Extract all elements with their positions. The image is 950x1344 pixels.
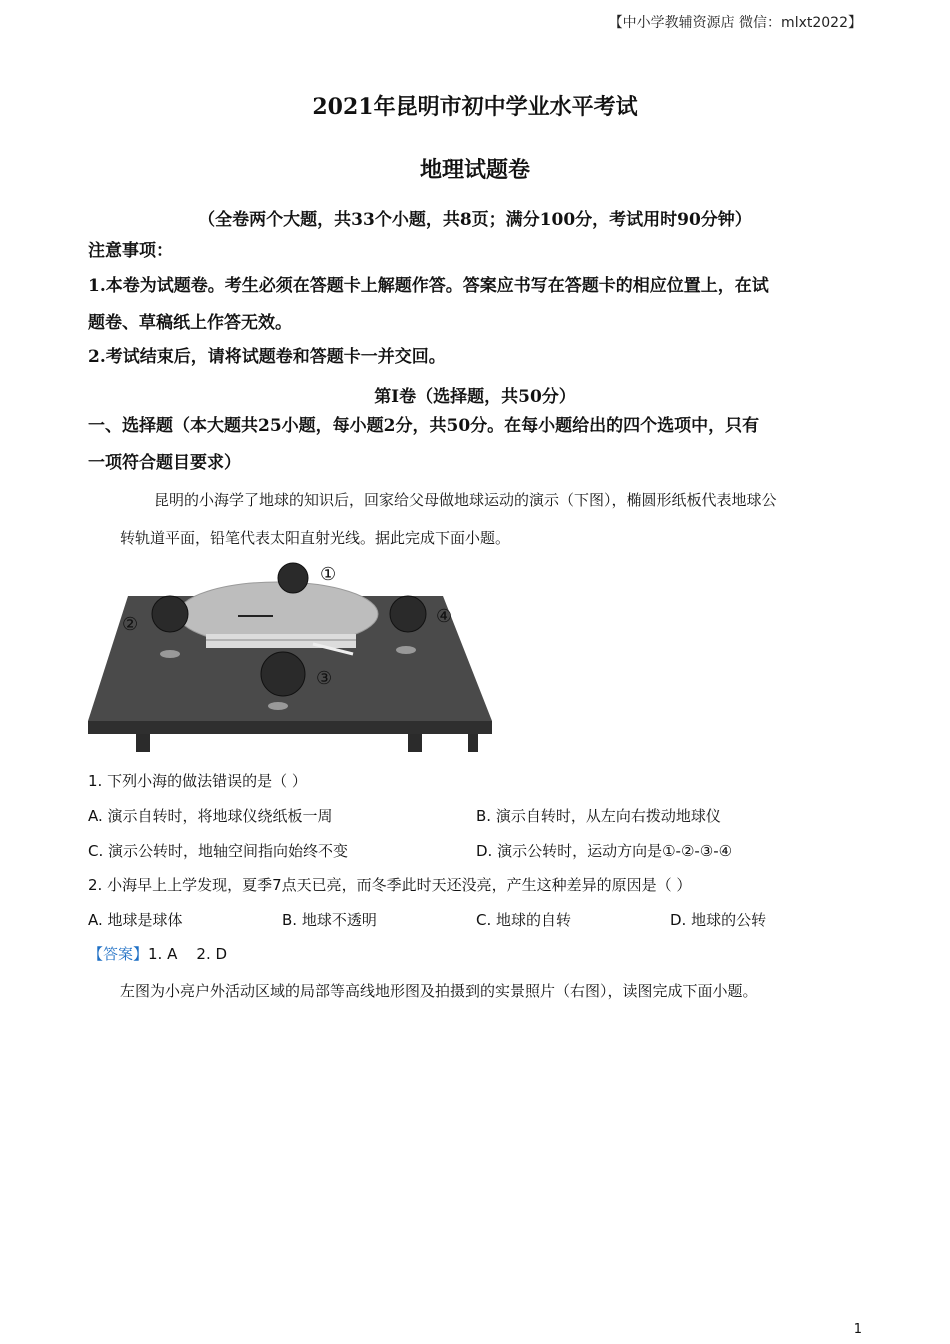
question-2-stem: 2. 小海早上上学发现，夏季7点天已亮，而冬季此时天还没亮，产生这种差异的原因是（ ）	[88, 876, 692, 894]
notice-item-2: 2.考试结束后，请将试题卷和答题卡一并交回。	[88, 347, 446, 367]
intro-line-1: 昆明的小海学了地球的知识后，回家给父母做地球运动的演示（下图），椭圆形纸板代表地球公	[154, 491, 777, 509]
question-2-option-d: D. 地球的公转	[670, 911, 767, 929]
part1-title: 第Ⅰ卷（选择题，共50分）	[374, 387, 576, 407]
question-1-stem: 1. 下列小海的做法错误的是（ ）	[88, 772, 307, 790]
question-1-option-c: C. 演示公转时，地轴空间指向始终不变	[88, 842, 349, 860]
exam-title: 2021年昆明市初中学业水平考试	[312, 94, 638, 120]
section1-line-2: 一项符合题目要求）	[88, 453, 241, 473]
page-number: 1	[853, 1322, 862, 1337]
intro-line-2: 转轨道平面，铅笔代表太阳直射光线。据此完成下面小题。	[120, 529, 511, 547]
figure-label-1: ①	[320, 564, 337, 585]
question-1-option-d: D. 演示公转时，运动方向是①-②-③-④	[476, 842, 733, 860]
orbit-demo-photo	[88, 556, 492, 752]
notice-item-1-line-1: 1.本卷为试题卷。考生必须在答题卡上解题作答。答案应书写在答题卡的相应位置上，在试	[88, 276, 769, 296]
figure-label-2: ②	[122, 614, 139, 635]
question-1-option-b: B. 演示自转时，从左向右拨动地球仪	[476, 807, 721, 825]
exam-subtitle: 地理试题卷	[419, 157, 530, 183]
figure-label-3: ③	[316, 668, 333, 689]
question-1-option-a: A. 演示自转时，将地球仪绕纸板一周	[88, 807, 333, 825]
question-2-option-a: A. 地球是球体	[88, 911, 183, 929]
question-2-option-b: B. 地球不透明	[282, 911, 377, 929]
question-2-option-c: C. 地球的自转	[476, 911, 572, 929]
intro-2: 左图为小亮户外活动区域的局部等高线地形图及拍摄到的实景照片（右图），读图完成下面小题。	[120, 982, 758, 1000]
header-note: 【中小学教辅资源店 微信：mlxt2022】	[608, 15, 862, 31]
section1-line-1: 一、选择题（本大题共25小题，每小题2分，共50分。在每小题给出的四个选项中，只有	[88, 416, 760, 436]
exam-info: （全卷两个大题，共33个小题，共8页；满分100分，考试用时90分钟）	[198, 210, 752, 230]
answer-line	[88, 943, 227, 964]
answer-text: 1. A 2. D	[148, 945, 228, 963]
notice-item-1-line-2: 题卷、草稿纸上作答无效。	[88, 313, 292, 333]
figure-label-4: ④	[436, 606, 453, 627]
notice-heading: 注意事项：	[88, 241, 173, 261]
answer-tag: 【答案】	[88, 945, 149, 963]
orbit-demo-figure	[88, 556, 492, 752]
